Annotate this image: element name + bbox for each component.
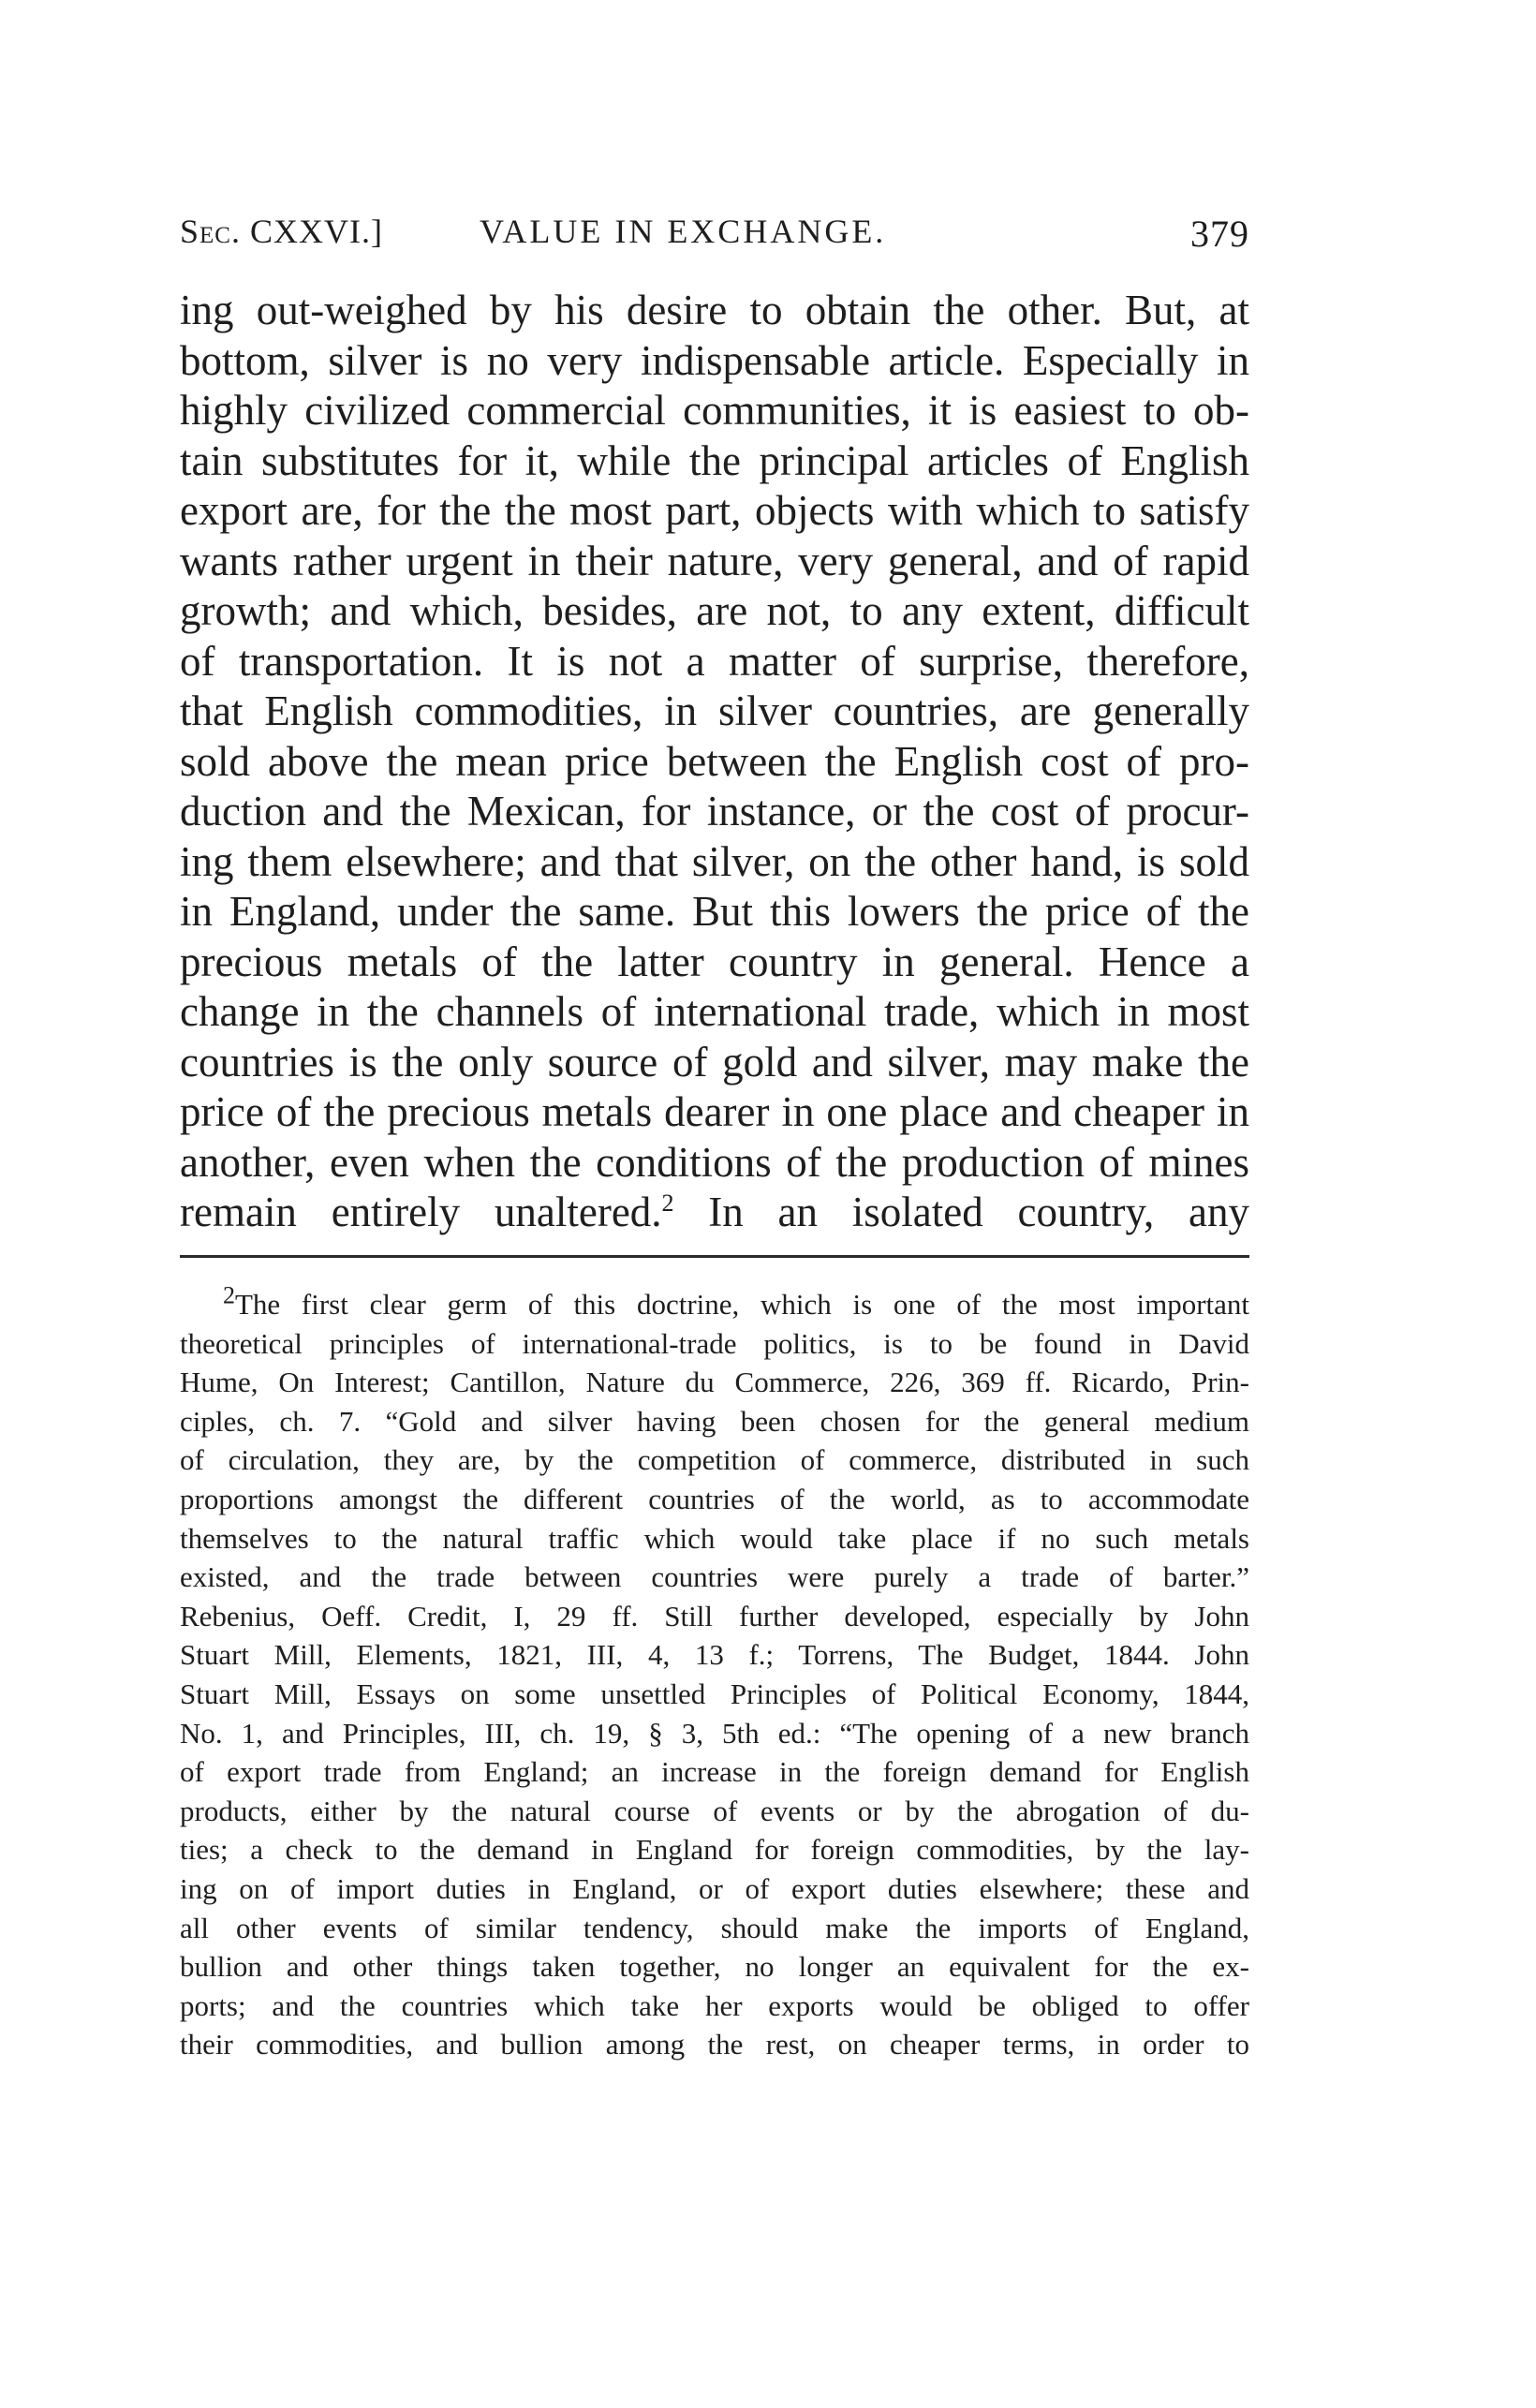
footnote-line: proportions amongst the different countries of the world, as to accommodate (180, 1482, 1249, 1515)
text-line-last (180, 1188, 1249, 1238)
text-line: bottom, silver is no very indispensable article. Especially in (180, 336, 1249, 384)
text-line: highly civilized commercial communities, it is easiest to ob- (180, 387, 1249, 434)
text-line: ing out-weighed by his desire to obtain the other. But, at (180, 287, 1249, 333)
footnote-line: of export trade from England; an increase in the foreign demand for English (180, 1755, 1249, 1789)
text-fragment: remain entirely unaltered. (180, 1189, 662, 1235)
main-text (180, 286, 1249, 1246)
footnote-line: No. 1, and Principles, III, ch. 19, § 3, 5th ed.: “The opening of a new branch (180, 1716, 1249, 1750)
footnote-line: products, either by the natural course of events or by the abrogation of du- (180, 1794, 1249, 1827)
footnote-line: all other events of similar tendency, should make the imports of England, (180, 1911, 1249, 1944)
text-line: export are, for the the most part, objects with which to satisfy (180, 487, 1249, 534)
running-title: VALUE IN EXCHANGE. (480, 213, 887, 250)
text-line: of transportation. It is not a matter of surprise, therefore, (180, 637, 1249, 685)
footnote (180, 1281, 1249, 2062)
footnote-line (180, 1281, 1249, 1324)
footnote-line: Hume, On Interest; Cantillon, Nature du Commerce, 226, 369 ff. Ricardo, Prin- (180, 1366, 1249, 1399)
section-reference: Sec. CXXVI.] (180, 213, 383, 250)
running-head (180, 212, 1249, 264)
text-line: sold above the mean price between the English cost of pro- (180, 737, 1249, 785)
footnote-text: The first clear germ of this doctrine, which is one of the most important (235, 1288, 1249, 1321)
footnote-line: ports; and the countries which take her exports would be obliged to offer (180, 1988, 1249, 2022)
text-line: duction and the Mexican, for instance, or the cost of procur- (180, 788, 1249, 835)
text-fragment: In an isolated country, any (673, 1189, 1249, 1235)
text-line: growth; and which, besides, are not, to any extent, difficult (180, 587, 1249, 634)
footnote-line: themselves to the natural traffic which would take place if no such metals (180, 1521, 1249, 1555)
footnote-line: ing on of import duties in England, or of export duties elsewhere; these and (180, 1871, 1249, 1905)
footnote-line: of circulation, they are, by the competition of commerce, distributed in such (180, 1443, 1249, 1477)
text-line: change in the channels of international trade, which in most (180, 988, 1249, 1035)
footnote-line: Rebenius, Oeff. Credit, I, 29 ff. Still further developed, especially by John (180, 1599, 1249, 1632)
footnote-line: ciples, ch. 7. “Gold and silver having been chosen for the general medium (180, 1404, 1249, 1438)
text-line: tain substitutes for it, while the principal articles of English (180, 436, 1249, 484)
text-line: wants rather urgent in their nature, very general, and of rapid (180, 537, 1249, 584)
footnote-reference[interactable]: 2 (661, 1189, 674, 1217)
footnote-line: their commodities, and bullion among the rest, on cheaper terms, in order to (180, 2028, 1249, 2061)
text-line: in England, under the same. But this lowers the price of the (180, 888, 1249, 935)
text-line: that English commodities, in silver countries, are generally (180, 687, 1249, 734)
text-line: ing them elsewhere; and that silver, on the other hand, is sold (180, 837, 1249, 885)
footnote-line: theoretical principles of international-trade politics, is to be found in David (180, 1326, 1249, 1360)
text-line: price of the precious metals dearer in one place and cheaper in (180, 1088, 1249, 1135)
footnote-line: ties; a check to the demand in England for foreign commodities, by the lay- (180, 1833, 1249, 1867)
text-line: countries is the only source of gold and silver, may make the (180, 1038, 1249, 1086)
footnote-divider (180, 1255, 1249, 1258)
footnote-line: Stuart Mill, Essays on some unsettled Principles of Political Economy, 1844, (180, 1677, 1249, 1710)
footnote-line: Stuart Mill, Elements, 1821, III, 4, 13 f.; Torrens, The Budget, 1844. John (180, 1638, 1249, 1672)
text-line: another, even when the conditions of the production of mines (180, 1138, 1249, 1186)
text-line: precious metals of the latter country in general. Hence a (180, 938, 1249, 985)
footnote-line: bullion and other things taken together, no longer an equivalent for the ex- (180, 1950, 1249, 1984)
footnote-line: existed, and the trade between countries were purely a trade of barter.” (180, 1560, 1249, 1594)
page-number: 379 (1190, 213, 1249, 255)
footnote-marker: 2 (223, 1281, 235, 1309)
